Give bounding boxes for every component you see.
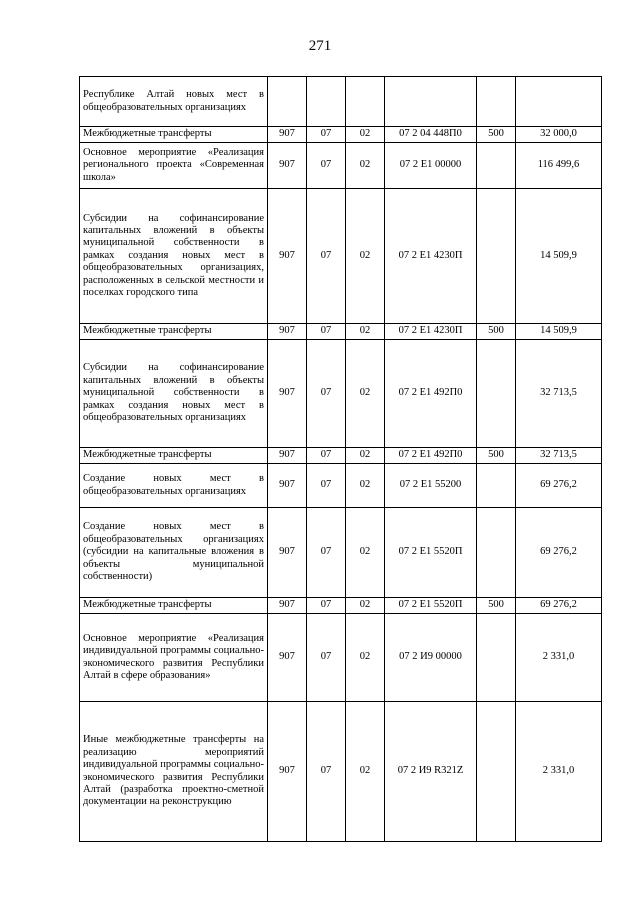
page-number: 271 [308,38,332,54]
subsection-code: 02 [346,614,385,702]
row-name: Межбюджетные трансферты [80,127,268,143]
target-article-code: 07 2 04 448П0 [385,127,477,143]
section-code: 07 [307,324,346,340]
expense-type-code: 500 [477,324,516,340]
amount [516,77,602,127]
row-name: Иные межбюджетные трансферты на реализацию мероприятий индивидуальной программы социально-экономического развития Республики Алтай (разработка проектно-сметной документации на реконструкцию [80,702,268,842]
section-code: 07 [307,448,346,464]
target-article-code: 07 2 Е1 492П0 [385,448,477,464]
target-article-code: 07 2 Е1 5520П [385,598,477,614]
target-article-code [385,77,477,127]
grbs-code: 907 [268,464,307,508]
subsection-code: 02 [346,189,385,324]
amount: 69 276,2 [516,598,602,614]
grbs-code: 907 [268,143,307,189]
amount: 2 331,0 [516,702,602,842]
grbs-code: 907 [268,324,307,340]
row-name: Создание новых мест в общеобразовательных организациях (субсидии на капитальные вложения в объекты муниципальной собственности) [80,508,268,598]
table-row [80,702,602,842]
table-row [80,340,602,448]
expense-type-code: 500 [477,127,516,143]
row-name: Основное мероприятие «Реализация индивидуальной программы социально-экономического развития Республики Алтай в сфере образования» [80,614,268,702]
target-article-code: 07 2 И9 R321Z [385,702,477,842]
section-code: 07 [307,143,346,189]
amount: 69 276,2 [516,508,602,598]
amount: 32 713,5 [516,448,602,464]
budget-table [79,76,602,842]
amount: 2 331,0 [516,614,602,702]
expense-type-code [477,464,516,508]
table-row [80,143,602,189]
target-article-code: 07 2 Е1 55200 [385,464,477,508]
subsection-code: 02 [346,598,385,614]
row-name: Межбюджетные трансферты [80,598,268,614]
subsection-code: 02 [346,464,385,508]
expense-type-code [477,614,516,702]
grbs-code: 907 [268,702,307,842]
subsection-code: 02 [346,127,385,143]
expense-type-code [477,143,516,189]
grbs-code: 907 [268,448,307,464]
target-article-code: 07 2 И9 00000 [385,614,477,702]
row-name: Основное мероприятие «Реализация регионального проекта «Современная школа» [80,143,268,189]
grbs-code: 907 [268,508,307,598]
table-row [80,464,602,508]
amount: 116 499,6 [516,143,602,189]
subsection-code: 02 [346,143,385,189]
section-code: 07 [307,598,346,614]
section-code: 07 [307,189,346,324]
row-name: Межбюджетные трансферты [80,324,268,340]
table-row [80,189,602,324]
table-row [80,508,602,598]
expense-type-code [477,340,516,448]
row-name: Республике Алтай новых мест в общеобразовательных организациях [80,77,268,127]
expense-type-code [477,508,516,598]
row-name: Межбюджетные трансферты [80,448,268,464]
subsection-code: 02 [346,448,385,464]
section-code: 07 [307,508,346,598]
table-row [80,448,602,464]
target-article-code: 07 2 Е1 5520П [385,508,477,598]
grbs-code: 907 [268,127,307,143]
subsection-code: 02 [346,702,385,842]
target-article-code: 07 2 Е1 00000 [385,143,477,189]
grbs-code [268,77,307,127]
subsection-code: 02 [346,324,385,340]
section-code: 07 [307,614,346,702]
section-code: 07 [307,464,346,508]
amount: 32 000,0 [516,127,602,143]
target-article-code: 07 2 Е1 4230П [385,324,477,340]
table-row [80,614,602,702]
target-article-code: 07 2 Е1 4230П [385,189,477,324]
subsection-code: 02 [346,508,385,598]
amount: 32 713,5 [516,340,602,448]
table-row [80,598,602,614]
row-name: Субсидии на софинансирование капитальных вложений в объекты муниципальной собственности в рамках создания новых мест в общеобразовательных организациях, расположенных в сельской местности и поселках городского типа [80,189,268,324]
section-code: 07 [307,702,346,842]
row-name: Субсидии на софинансирование капитальных вложений в объекты муниципальной собственности в рамках создания новых мест в общеобразовательных организациях [80,340,268,448]
table-row [80,77,602,127]
section-code [307,77,346,127]
grbs-code: 907 [268,340,307,448]
expense-type-code [477,702,516,842]
section-code: 07 [307,127,346,143]
subsection-code: 02 [346,340,385,448]
expense-type-code: 500 [477,448,516,464]
table-row [80,324,602,340]
table-row [80,127,602,143]
row-name: Создание новых мест в общеобразовательных организациях [80,464,268,508]
amount: 69 276,2 [516,464,602,508]
grbs-code: 907 [268,614,307,702]
target-article-code: 07 2 Е1 492П0 [385,340,477,448]
grbs-code: 907 [268,598,307,614]
amount: 14 509,9 [516,189,602,324]
expense-type-code [477,189,516,324]
amount: 14 509,9 [516,324,602,340]
subsection-code [346,77,385,127]
grbs-code: 907 [268,189,307,324]
section-code: 07 [307,340,346,448]
expense-type-code [477,77,516,127]
expense-type-code: 500 [477,598,516,614]
